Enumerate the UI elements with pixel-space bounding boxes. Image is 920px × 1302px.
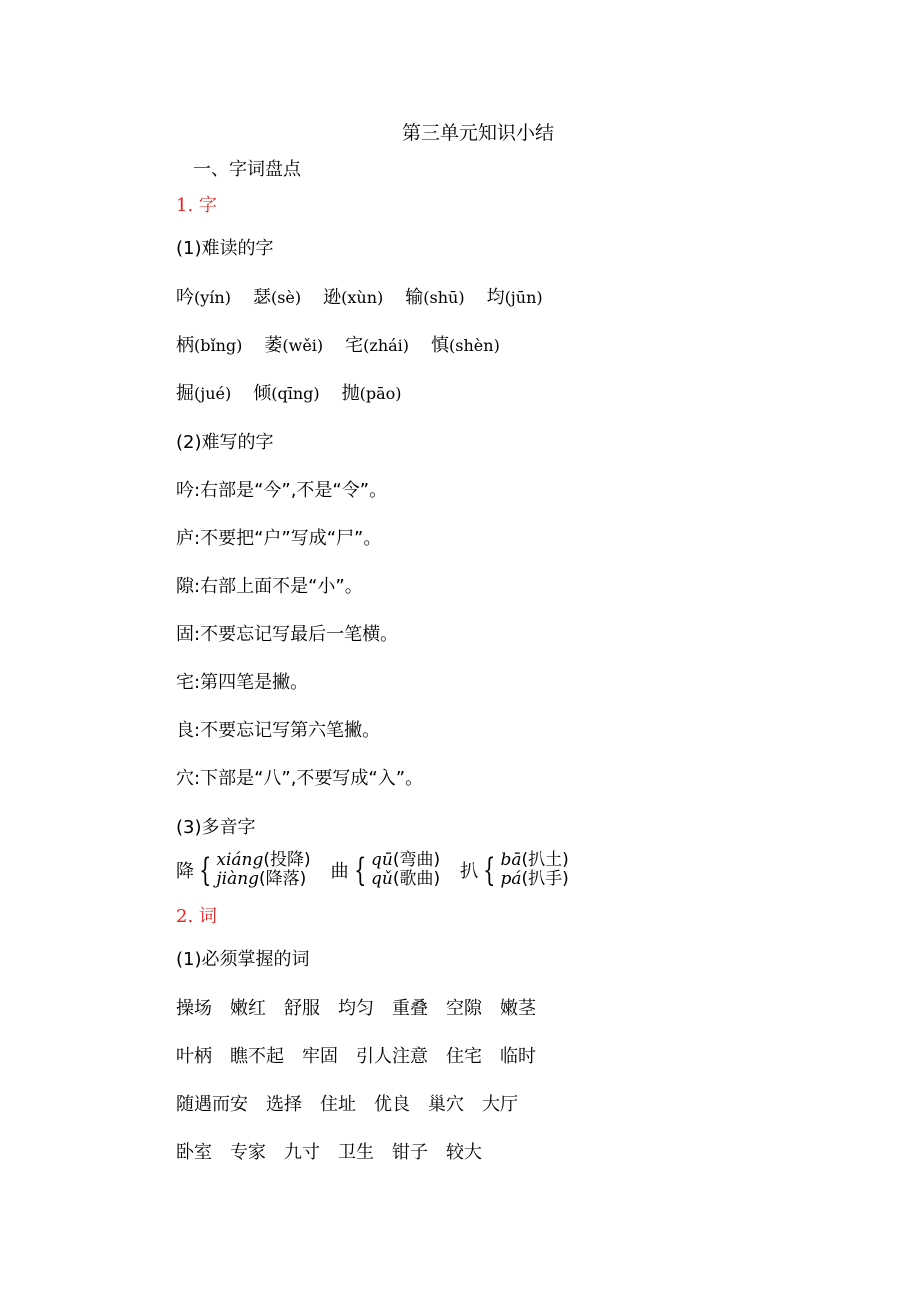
word: 空隙 — [446, 998, 482, 1019]
part-heading-words: 2. 词 — [176, 906, 217, 927]
hard-write-item: 穴:下部是“八”,不要写成“入”。 — [176, 768, 424, 789]
word-row — [176, 1138, 500, 1164]
word: 引人注意 — [356, 1046, 428, 1067]
char-item: 瑟(sè) — [252, 287, 302, 308]
word: 随遇而安 — [176, 1094, 248, 1115]
hard-write-item: 宅:第四笔是撇。 — [176, 672, 309, 693]
hard-read-row — [176, 331, 522, 357]
word: 九寸 — [284, 1142, 320, 1163]
word: 巢穴 — [428, 1094, 464, 1115]
hard-write-item: 固:不要忘记写最后一笔横。 — [176, 624, 399, 645]
char-item: 吟(yín) — [176, 287, 231, 308]
word: 舒服 — [284, 998, 320, 1019]
word: 卧室 — [176, 1142, 212, 1163]
char-item: 逊(xùn) — [323, 287, 384, 308]
word: 住宅 — [446, 1046, 482, 1067]
word: 牢固 — [302, 1046, 338, 1067]
char-item: 慎(shèn) — [431, 335, 500, 356]
word: 瞧不起 — [230, 1046, 284, 1067]
hard-read-row — [176, 379, 424, 405]
word: 钳子 — [392, 1142, 428, 1163]
hard-write-item: 吟:右部是“今”,不是“令”。 — [176, 480, 388, 501]
word: 住址 — [320, 1094, 356, 1115]
char-item: 输(shū) — [405, 287, 465, 308]
word: 专家 — [230, 1142, 266, 1163]
subheading-hard-read: (1)难读的字 — [176, 238, 274, 259]
word: 重叠 — [392, 998, 428, 1019]
word-row — [176, 1090, 536, 1116]
char-item: 掘(jué) — [176, 383, 232, 404]
word: 选择 — [266, 1094, 302, 1115]
word: 叶柄 — [176, 1046, 212, 1067]
char-item: 倾(qīng) — [253, 383, 320, 404]
section-heading: 一、字词盘点 — [193, 159, 301, 180]
word: 均匀 — [338, 998, 374, 1019]
word-row — [176, 994, 554, 1020]
subheading-must-know-words: (1)必须掌握的词 — [176, 949, 310, 970]
subheading-polyphones: (3)多音字 — [176, 817, 256, 838]
word: 较大 — [446, 1142, 482, 1163]
polyphone-group: 降 { xiáng(投降) jiàng(降落) — [176, 850, 311, 889]
word: 操场 — [176, 998, 212, 1019]
polyphone-row — [176, 851, 589, 889]
char-item: 抛(pāo) — [341, 383, 402, 404]
char-item: 萎(wěi) — [264, 335, 324, 356]
page-title: 第三单元知识小结 — [401, 122, 554, 144]
word-row — [176, 1042, 554, 1068]
char-item: 柄(bǐng) — [176, 335, 243, 356]
polyphone-group: 扒 { bā(扒土) pá(扒手) — [460, 850, 569, 889]
hard-read-row — [176, 283, 565, 309]
word: 优良 — [374, 1094, 410, 1115]
part-heading-characters: 1. 字 — [176, 195, 217, 216]
subheading-hard-write: (2)难写的字 — [176, 432, 274, 453]
hard-write-item: 良:不要忘记写第六笔撇。 — [176, 720, 381, 741]
word: 大厅 — [482, 1094, 518, 1115]
polyphone-group: 曲 { qū(弯曲) qǔ(歌曲) — [330, 850, 441, 889]
word: 嫩茎 — [500, 998, 536, 1019]
hard-write-item: 庐:不要把“户”写成“尸”。 — [176, 528, 382, 549]
word: 嫩红 — [230, 998, 266, 1019]
hard-write-item: 隙:右部上面不是“小”。 — [176, 576, 363, 597]
char-item: 宅(zhái) — [345, 335, 410, 356]
char-item: 均(jūn) — [486, 287, 543, 308]
word: 临时 — [500, 1046, 536, 1067]
word: 卫生 — [338, 1142, 374, 1163]
